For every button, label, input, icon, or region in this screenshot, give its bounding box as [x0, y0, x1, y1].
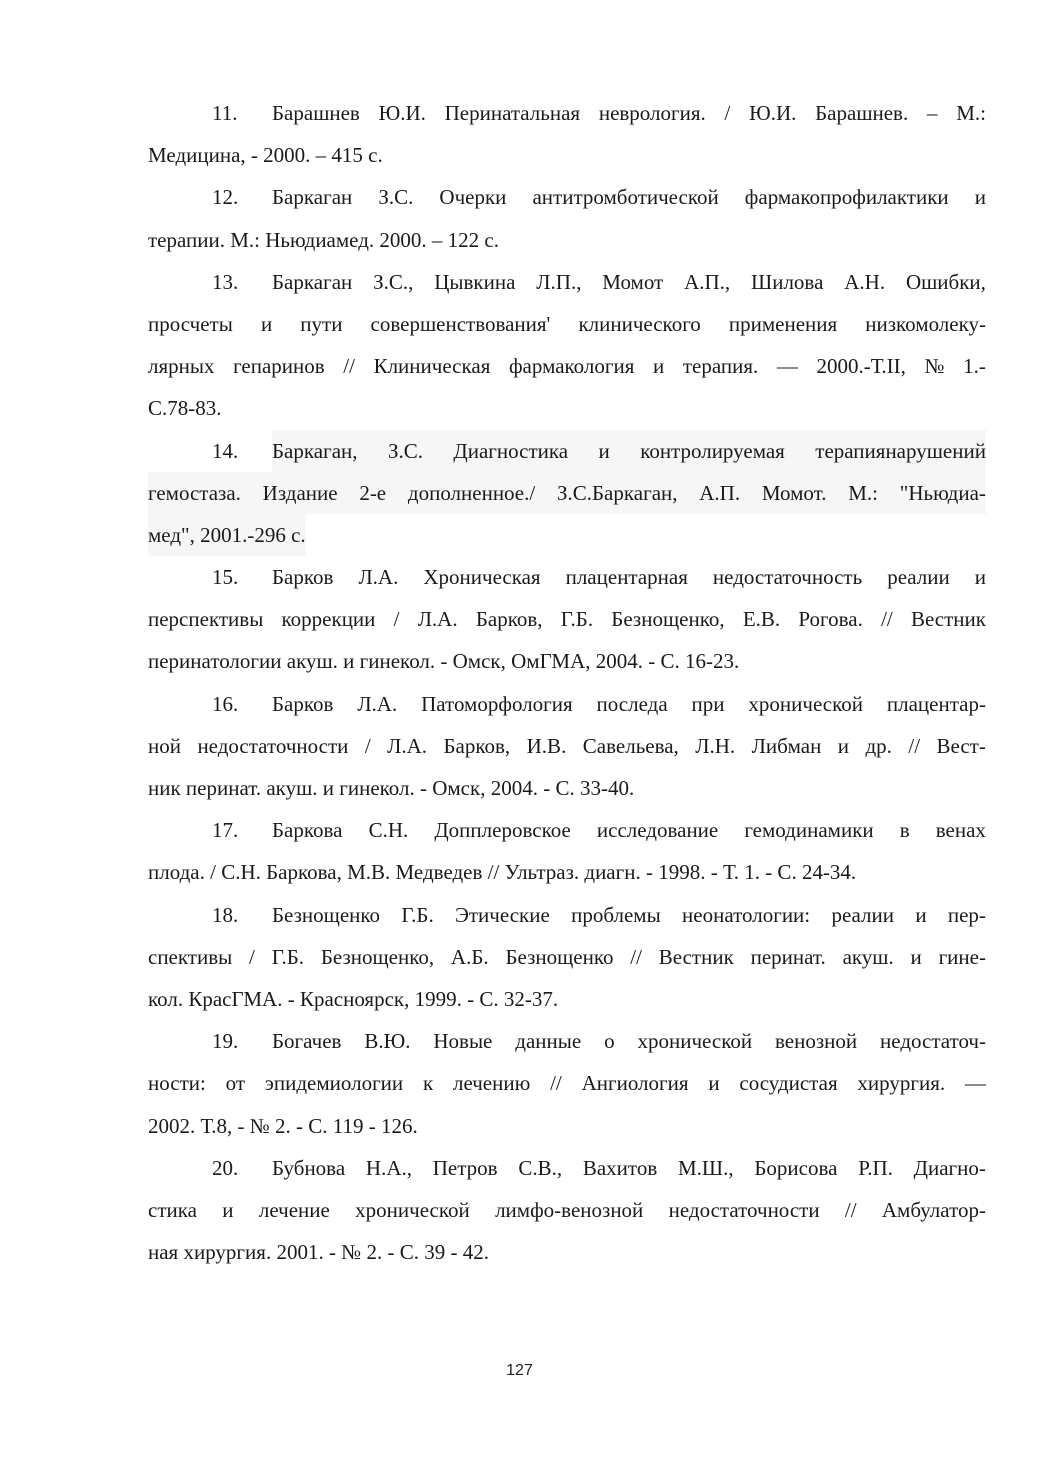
- word: Барков: [272, 691, 334, 716]
- word: Барков,: [443, 733, 511, 758]
- word: лимфо-венозной: [495, 1197, 644, 1222]
- reference-entry: [148, 809, 986, 893]
- word: Вестник: [658, 944, 734, 969]
- word: //: [630, 944, 642, 969]
- word: А.П.,: [684, 269, 731, 294]
- word: Шилова: [751, 269, 824, 294]
- word: Издание: [262, 480, 338, 505]
- reference-first-line: [148, 556, 986, 598]
- word: И.В.: [526, 733, 567, 758]
- word: низкомолеку-: [865, 311, 986, 336]
- word: и: [915, 902, 927, 927]
- reference-number: 16.: [212, 691, 239, 716]
- word: фармакопрофилактики: [744, 185, 949, 210]
- word: Ю.И.: [749, 101, 797, 125]
- word: Цывкина: [434, 269, 516, 294]
- reference-text: 2002. Т.8, - № 2. - С. 119 - 126.: [148, 1113, 418, 1138]
- word: антитромботической: [532, 185, 719, 210]
- word: хронической: [637, 1029, 753, 1054]
- reference-entry: [148, 894, 986, 1021]
- word: –: [926, 101, 938, 125]
- reference-first-line: [148, 176, 986, 218]
- word: и: [974, 185, 986, 210]
- reference-number: 13.: [212, 269, 239, 294]
- word: №: [924, 354, 945, 379]
- reference-continuation-line: [148, 598, 986, 640]
- reference-entry: [148, 683, 986, 810]
- word: С.Н.: [368, 818, 409, 843]
- word: пути: [300, 311, 343, 336]
- reference-continuation-line: [148, 640, 986, 682]
- word: —: [964, 1071, 986, 1096]
- word: З.С.: [378, 185, 414, 210]
- reference-continuation-line: [148, 1105, 986, 1147]
- word: о: [604, 1029, 615, 1054]
- word: перспективы: [148, 607, 264, 632]
- reference-text: [148, 303, 986, 345]
- reference-text: [272, 92, 986, 134]
- reference-continuation-line: [148, 514, 986, 556]
- reference-entry: [148, 176, 986, 260]
- reference-continuation-line: [148, 1062, 986, 1104]
- word: //: [881, 607, 893, 632]
- reference-text: [272, 894, 986, 936]
- word: венозной: [775, 1029, 858, 1054]
- word: Момот.: [761, 480, 827, 505]
- word: Вахитов: [582, 1155, 658, 1180]
- reference-entry: [148, 261, 986, 430]
- reference-text: [148, 345, 986, 387]
- reference-text: ная хирургия. 2001. - № 2. - С. 39 - 42.: [148, 1240, 489, 1265]
- word: пер-: [947, 902, 986, 927]
- word: и: [652, 354, 665, 379]
- word: Баркаган,: [272, 438, 358, 463]
- reference-continuation-line: [148, 936, 986, 978]
- reference-first-line: [148, 92, 986, 134]
- word: гине-: [938, 944, 986, 969]
- word: лечению: [452, 1071, 531, 1096]
- word: эпидемиологии: [264, 1071, 404, 1096]
- reference-continuation-line: [148, 725, 986, 767]
- word: Ю.И.: [378, 101, 426, 125]
- word: /: [724, 101, 731, 125]
- word: гепаринов: [233, 354, 325, 379]
- reference-text: [148, 725, 986, 767]
- reference-number: 20.: [212, 1155, 239, 1180]
- reference-entry: [148, 92, 986, 176]
- reference-text: [148, 598, 986, 640]
- page-number: 127: [506, 1362, 533, 1379]
- word: недостаточности: [197, 733, 349, 758]
- word: Допплеровское: [434, 818, 571, 843]
- word: применения: [728, 311, 838, 336]
- word: акуш.: [842, 944, 894, 969]
- word: Клиническая: [373, 354, 491, 379]
- word: ной: [148, 733, 181, 758]
- word: стика: [148, 1197, 197, 1222]
- word: просчеты: [148, 311, 233, 336]
- reference-continuation-line: [148, 851, 986, 893]
- word: и: [598, 438, 610, 463]
- word: и: [260, 311, 273, 336]
- reference-first-line: [148, 1020, 986, 1062]
- reference-continuation-line: [148, 1189, 986, 1231]
- reference-first-line: [148, 430, 986, 472]
- word: клинического: [578, 311, 701, 336]
- word: 2000.-Т.II,: [816, 354, 906, 379]
- word: совершенствования': [370, 311, 551, 336]
- word: М.:: [848, 480, 878, 505]
- word: венах: [935, 818, 986, 843]
- reference-first-line: [148, 1147, 986, 1189]
- word: Барашнев.: [815, 101, 909, 125]
- word: /: [364, 733, 371, 758]
- reference-continuation-line: [148, 345, 986, 387]
- reference-text: [272, 1147, 986, 1189]
- word: гемодинамики: [744, 818, 874, 843]
- word: исследование: [596, 818, 719, 843]
- word: контролируемая: [640, 438, 785, 463]
- word: Безнощенко: [505, 944, 614, 969]
- word: М.:: [956, 101, 986, 125]
- word: Диагностика: [453, 438, 569, 463]
- reference-number: 15.: [212, 565, 239, 590]
- reference-continuation-line: [148, 767, 986, 809]
- word: Н.А.,: [365, 1155, 412, 1180]
- word: Баркова: [272, 818, 343, 843]
- word: последа: [596, 691, 668, 716]
- reference-text: [272, 809, 986, 851]
- word: Рогова.: [798, 607, 863, 632]
- reference-number: 12.: [212, 185, 239, 210]
- word: неонатологии:: [682, 902, 811, 927]
- word: Очерки: [439, 185, 507, 210]
- word: плацентар-: [886, 691, 986, 716]
- word: плацентарная: [565, 565, 688, 590]
- reference-text: С.78-83.: [148, 396, 222, 421]
- word: терапия.: [682, 354, 759, 379]
- reference-text: [272, 1020, 986, 1062]
- word: Барков,: [475, 607, 543, 632]
- word: в: [899, 818, 910, 843]
- reference-text: перинатологии акуш. и гинекол. - Омск, ОмГМА, 2004. - С. 16-23.: [148, 649, 740, 674]
- word: Новые: [433, 1029, 493, 1054]
- word: и: [222, 1197, 234, 1222]
- word: хронической: [748, 691, 863, 716]
- reference-text: [272, 261, 986, 303]
- word: //: [908, 733, 921, 758]
- word: при: [691, 691, 725, 716]
- reference-text: [272, 176, 986, 218]
- reference-number: 18.: [212, 902, 239, 927]
- word: проблемы: [571, 902, 661, 927]
- word: А.П.: [699, 480, 741, 505]
- reference-continuation-line: [148, 219, 986, 261]
- reference-entry: [148, 430, 986, 557]
- word: Л.А.: [417, 607, 458, 632]
- word: Л.П.,: [536, 269, 582, 294]
- reference-continuation-line: [148, 134, 986, 176]
- word: М.Ш.,: [678, 1155, 734, 1180]
- word: Безнощенко,: [320, 944, 435, 969]
- word: Г.Б.: [401, 902, 434, 927]
- word: лярных: [148, 354, 215, 379]
- word: Р.П.: [858, 1155, 893, 1180]
- word: Амбулатор-: [881, 1197, 986, 1222]
- word: Вест-: [936, 733, 986, 758]
- word: Ошибки,: [905, 269, 986, 294]
- word: Либман: [751, 733, 822, 758]
- reference-text: [148, 1189, 986, 1231]
- word: сосудистая: [739, 1071, 838, 1096]
- reference-entry: [148, 1147, 986, 1274]
- word: лечение: [258, 1197, 330, 1222]
- word: Момот: [602, 269, 664, 294]
- reference-number: 19.: [212, 1029, 239, 1054]
- word: и: [974, 565, 986, 590]
- reference-continuation-line: [148, 387, 986, 429]
- reference-first-line: [148, 261, 986, 303]
- word: и: [910, 944, 922, 969]
- word: недостаточность: [712, 565, 863, 590]
- reference-first-line: [148, 683, 986, 725]
- word: Патоморфология: [421, 691, 573, 716]
- word: Бубнова: [272, 1155, 346, 1180]
- word: "Ньюдиа-: [899, 480, 986, 505]
- word: А.Б.: [450, 944, 489, 969]
- word: Л.А.: [358, 565, 399, 590]
- reference-first-line: [148, 809, 986, 851]
- word: Вестник: [910, 607, 986, 632]
- word: В.Ю.: [364, 1029, 411, 1054]
- word: ности:: [148, 1071, 206, 1096]
- word: Богачев: [272, 1029, 342, 1054]
- word: гемостаза.: [148, 480, 241, 505]
- word: реалии: [887, 565, 950, 590]
- word: Г.Б.: [560, 607, 594, 632]
- word: /: [249, 944, 255, 969]
- word: хронической: [355, 1197, 470, 1222]
- word: З.С.,: [373, 269, 414, 294]
- word: Л.Н.: [695, 733, 736, 758]
- word: данные: [515, 1029, 582, 1054]
- word: от: [225, 1071, 246, 1096]
- word: //: [550, 1071, 562, 1096]
- word: Диагно-: [913, 1155, 986, 1180]
- word: неврология.: [598, 101, 706, 125]
- word: реалии: [831, 902, 894, 927]
- word: /: [393, 607, 400, 632]
- word: Баркаган: [272, 269, 353, 294]
- word: терапиянарушений: [815, 438, 986, 463]
- word: Этические: [455, 902, 550, 927]
- reference-text: [272, 683, 986, 725]
- word: и: [837, 733, 850, 758]
- word: //: [844, 1197, 857, 1222]
- word: С.В.,: [518, 1155, 563, 1180]
- word: Перинатальная: [444, 101, 581, 125]
- word: коррекции: [281, 607, 376, 632]
- reference-text: [148, 472, 986, 514]
- reference-text: [148, 936, 986, 978]
- word: Борисова: [754, 1155, 838, 1180]
- reference-text: [148, 1062, 986, 1104]
- word: А.Н.: [844, 269, 886, 294]
- word: фармакология: [508, 354, 635, 379]
- reference-text: мед", 2001.-296 с.: [148, 514, 306, 556]
- word: и: [708, 1071, 720, 1096]
- reference-text: терапии. М.: Ньюдиамед. 2000. – 122 с.: [148, 227, 499, 252]
- word: др.: [865, 733, 892, 758]
- reference-continuation-line: [148, 303, 986, 345]
- word: перинат.: [750, 944, 826, 969]
- reference-number: 14.: [212, 438, 239, 463]
- reference-list: [148, 92, 986, 1273]
- word: Ангиология: [581, 1071, 689, 1096]
- word: недостаточности: [668, 1197, 820, 1222]
- word: Е.В.: [742, 607, 781, 632]
- reference-first-line: [148, 894, 986, 936]
- word: З.С.: [387, 438, 423, 463]
- word: недостаточ-: [880, 1029, 986, 1054]
- word: Петров: [432, 1155, 498, 1180]
- reference-number: 17.: [212, 818, 239, 843]
- word: к: [422, 1071, 434, 1096]
- word: З.С.Баркаган,: [556, 480, 678, 505]
- reference-continuation-line: [148, 472, 986, 514]
- reference-entry: [148, 1020, 986, 1147]
- word: 2-е: [359, 480, 387, 505]
- word: —: [776, 354, 798, 379]
- word: Безнощенко: [272, 902, 381, 927]
- reference-text: Медицина, - 2000. – 415 с.: [148, 143, 383, 168]
- word: 1.-: [963, 354, 986, 379]
- reference-text: ник перинат. акуш. и гинекол. - Омск, 2004. - С. 33-40.: [148, 776, 635, 800]
- word: Л.А.: [357, 691, 398, 716]
- word: Барков: [272, 565, 334, 590]
- word: Савельева,: [582, 733, 679, 758]
- reference-text: кол. КрасГМА. - Красноярск, 1999. - С. 32-37.: [148, 986, 559, 1011]
- word: Безнощенко,: [611, 607, 725, 632]
- word: Л.А.: [387, 733, 428, 758]
- reference-entry: [148, 556, 986, 683]
- word: Г.Б.: [271, 944, 305, 969]
- reference-continuation-line: [148, 978, 986, 1020]
- word: Барашнев: [272, 101, 360, 125]
- word: //: [343, 354, 355, 379]
- word: хирургия.: [857, 1071, 946, 1096]
- reference-text: [272, 556, 986, 598]
- reference-continuation-line: [148, 1231, 986, 1273]
- word: Хроническая: [423, 565, 541, 590]
- word: Баркаган: [272, 185, 353, 210]
- reference-number: 11.: [212, 101, 238, 125]
- word: спективы: [148, 944, 233, 969]
- reference-text: [272, 430, 986, 472]
- word: дополненное./: [407, 480, 536, 505]
- reference-text: плода. / С.Н. Баркова, М.В. Медведев // Ультраз. диагн. - 1998. - Т. 1. - С. 24-34.: [148, 860, 857, 885]
